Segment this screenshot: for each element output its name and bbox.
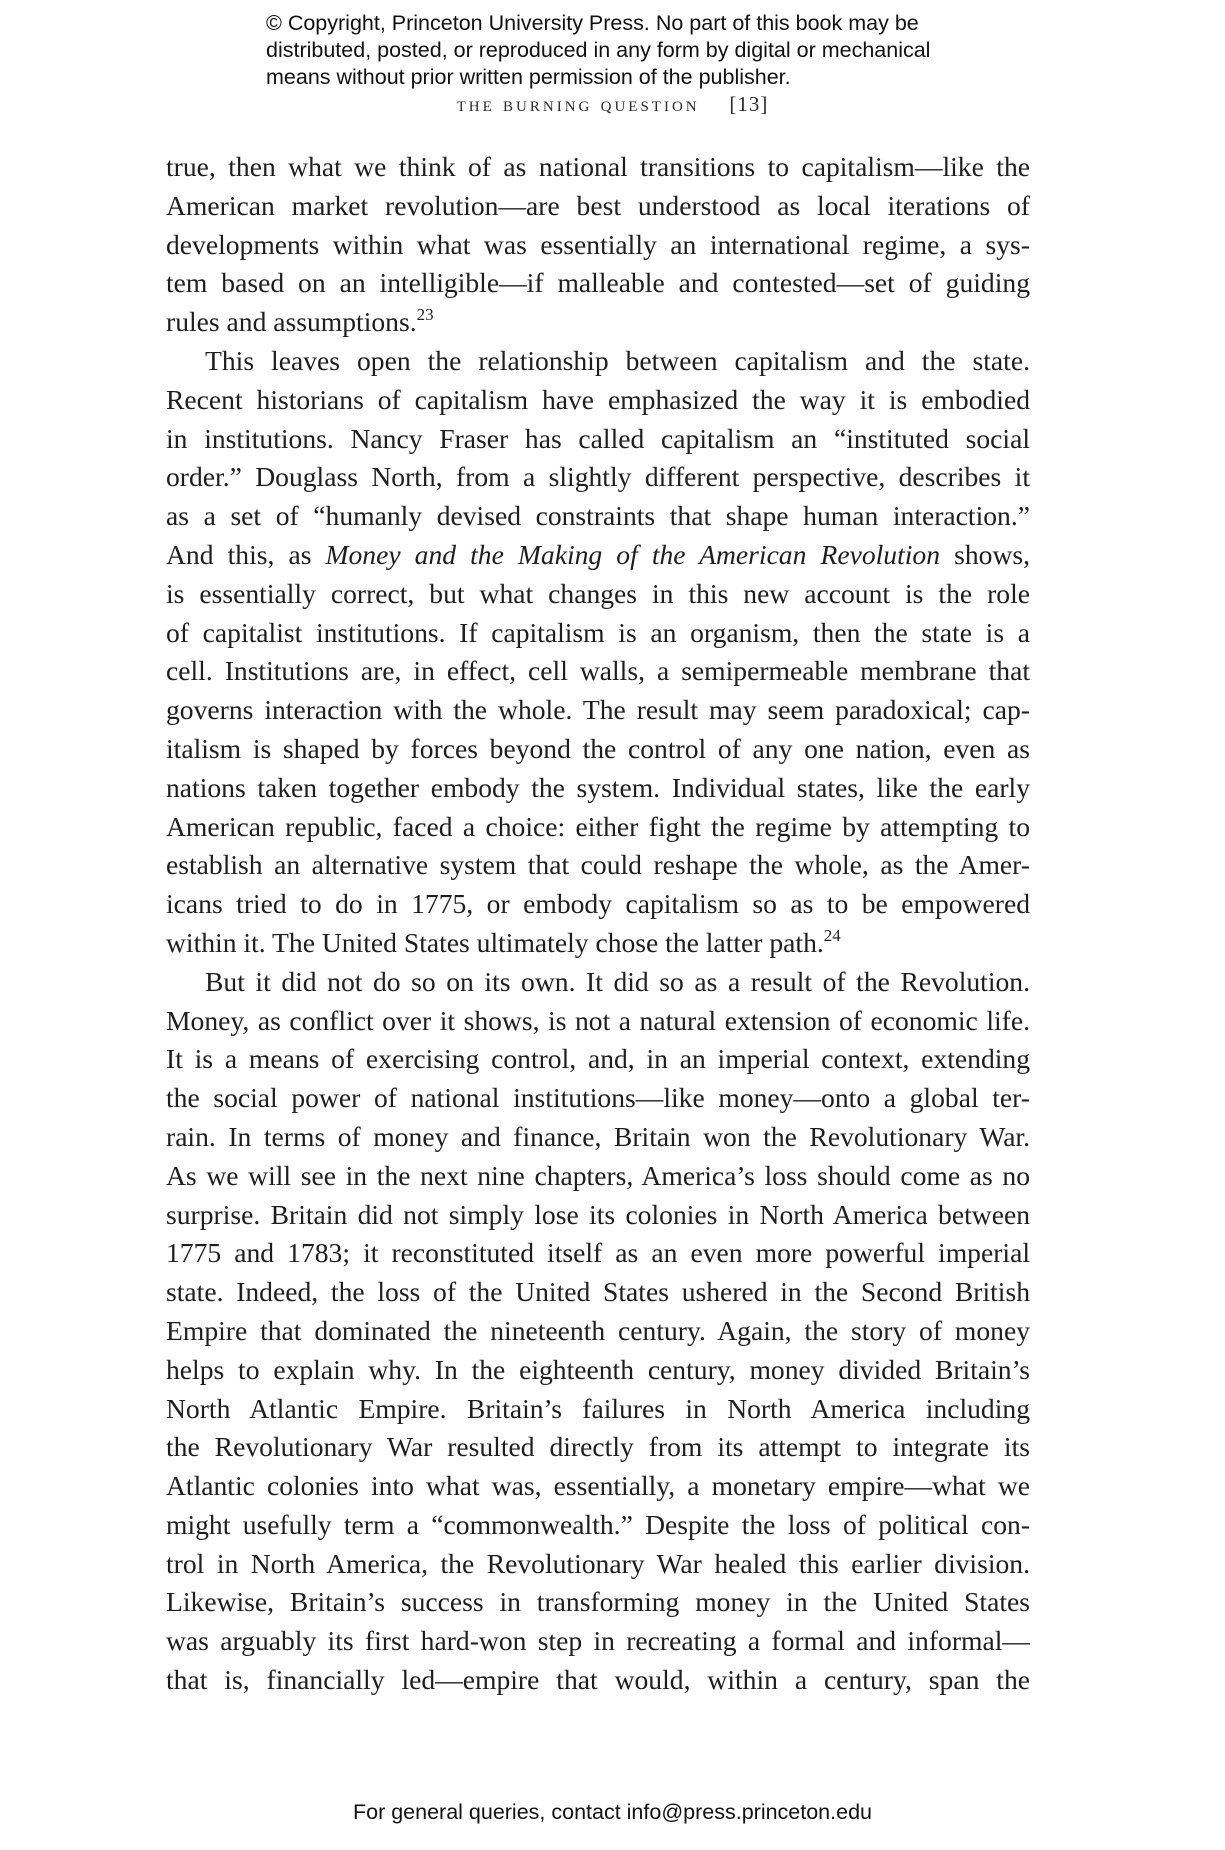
- text-line: [166, 924, 1030, 963]
- footnote-reference: 24: [823, 925, 841, 945]
- text-line: [166, 1351, 1030, 1390]
- footnote-reference: 23: [416, 305, 434, 325]
- text-line: [166, 1273, 1030, 1312]
- text-run: cell. Institutions are, in effect, cell walls, a semipermeable membrane that: [166, 655, 1030, 687]
- text-run: governs interaction with the whole. The result may seem paradoxical; cap-: [166, 694, 1030, 726]
- text-line: [166, 1157, 1030, 1196]
- copyright-line: means without prior written permission of the publisher.: [266, 65, 791, 89]
- text-line: [166, 1040, 1030, 1079]
- text-line: [166, 1234, 1030, 1273]
- text-run: North Atlantic Empire. Britain’s failures in North America including: [166, 1392, 1030, 1424]
- text-run: is essentially correct, but what changes in this new account is the role: [166, 577, 1030, 609]
- text-run: Empire that dominated the nineteenth century. Again, the story of money: [166, 1314, 1030, 1346]
- text-line: [166, 1196, 1030, 1235]
- text-run: within it. The United States ultimately chose the latter path.: [166, 926, 824, 958]
- footer-contact: For general queries, contact info@press.princeton.edu: [352, 1800, 872, 1824]
- text-run: 1775 and 1783; it reconstituted itself as an even more powerful imperial: [166, 1237, 1030, 1269]
- text-run: the social power of national institutions—like money—onto a global ter-: [166, 1082, 1030, 1114]
- text-line: [166, 264, 1030, 303]
- text-run: nations taken together embody the system. Individual states, like the early: [166, 771, 1030, 803]
- text-run: state. Indeed, the loss of the United States ushered in the Second British: [166, 1276, 1030, 1308]
- text-run: rules and assumptions.: [166, 306, 417, 338]
- text-run: And this, as: [166, 538, 326, 570]
- text-run: the Revolutionary War resulted directly from its attempt to integrate its: [166, 1431, 1030, 1463]
- copyright-line: © Copyright, Princeton University Press. No part of this book may be: [266, 11, 919, 35]
- running-head-title: the burning question: [456, 92, 700, 116]
- text-run: of capitalist institutions. If capitalism is an organism, then the state is a: [166, 616, 1030, 648]
- text-line: [166, 187, 1030, 226]
- text-line: [166, 381, 1030, 420]
- text-line: [166, 458, 1030, 497]
- text-line: [166, 846, 1030, 885]
- text-line: [166, 420, 1030, 459]
- page-number: [13]: [729, 92, 769, 116]
- text-run: icans tried to do in 1775, or embody capitalism so as to be empowered: [166, 888, 1030, 920]
- text-line: [166, 1312, 1030, 1351]
- text-run: was arguably its first hard-won step in recreating a formal and informal—: [166, 1625, 1030, 1657]
- text-line: [166, 769, 1030, 808]
- text-run: tem based on an intelligible—if malleable and contested—set of guiding: [166, 267, 1030, 299]
- text-run: that is, financially led—empire that would, within a century, span the: [166, 1664, 1030, 1696]
- text-run: This leaves open the relationship between capitalism and the state.: [205, 344, 1030, 376]
- text-run: rain. In terms of money and finance, Britain won the Revolutionary War.: [166, 1120, 1030, 1152]
- text-run: establish an alternative system that could reshape the whole, as the Amer-: [166, 849, 1030, 881]
- text-line: [166, 1002, 1030, 1041]
- text-run: shows,: [940, 538, 1031, 570]
- text-line: [166, 1583, 1030, 1622]
- text-line: [166, 575, 1030, 614]
- text-line: [166, 691, 1030, 730]
- text-run: italism is shaped by forces beyond the control of any one nation, even as: [166, 732, 1030, 764]
- text-line: [166, 730, 1030, 769]
- running-head: [0, 92, 1225, 117]
- text-line: [166, 885, 1030, 924]
- text-run: American republic, faced a choice: either fight the regime by attempting to: [166, 810, 1030, 842]
- text-line: [166, 1622, 1030, 1661]
- text-run: Likewise, Britain’s success in transforming money in the United States: [166, 1586, 1030, 1618]
- text-run: as a set of “humanly devised constraints that shape human interaction.”: [166, 500, 1030, 532]
- text-run: true, then what we think of as national transitions to capitalism—like the: [166, 151, 1030, 182]
- text-run: American market revolution—are best understood as local iterations of: [166, 189, 1030, 221]
- text-run: As we will see in the next nine chapters, America’s loss should come as no: [166, 1159, 1030, 1191]
- text-run: in institutions. Nancy Fraser has called capitalism an “instituted social: [166, 422, 1030, 454]
- text-run: order.” Douglass North, from a slightly different perspective, describes it: [166, 461, 1030, 493]
- text-run: might usefully term a “commonwealth.” Despite the loss of political con-: [166, 1508, 1030, 1540]
- text-line: [166, 614, 1030, 653]
- text-run: helps to explain why. In the eighteenth century, money divided Britain’s: [166, 1353, 1030, 1385]
- text-run: But it did not do so on its own. It did so as a result of the Revolution.: [205, 965, 1030, 997]
- text-line: [166, 1661, 1030, 1700]
- copyright-notice: [266, 10, 1026, 91]
- text-line: [166, 963, 1030, 1002]
- text-line: [166, 1467, 1030, 1506]
- book-title-italic: Money and the Making of the American Revolution: [325, 538, 941, 570]
- body-text: [166, 148, 1030, 1700]
- text-line: [166, 1428, 1030, 1467]
- text-line: [166, 1390, 1030, 1429]
- text-line: [166, 652, 1030, 691]
- text-line: [166, 1079, 1030, 1118]
- text-line: [166, 1545, 1030, 1584]
- text-run: Recent historians of capitalism have emphasized the way it is embodied: [166, 383, 1030, 415]
- text-run: It is a means of exercising control, and, in an imperial context, extending: [166, 1043, 1030, 1075]
- text-line: [166, 226, 1030, 265]
- text-line: [166, 303, 1030, 342]
- text-run: developments within what was essentially an international regime, a sys-: [166, 228, 1030, 260]
- copyright-line: distributed, posted, or reproduced in any form by digital or mechanical: [266, 38, 931, 62]
- text-line: [166, 1118, 1030, 1157]
- text-line: [166, 148, 1030, 187]
- text-run: Atlantic colonies into what was, essentially, a monetary empire—what we: [166, 1470, 1030, 1502]
- text-line: [166, 342, 1030, 381]
- text-run: Money, as conflict over it shows, is not a natural extension of economic life.: [166, 1004, 1030, 1036]
- text-run: trol in North America, the Revolutionary War healed this earlier division.: [166, 1547, 1030, 1579]
- text-line: [166, 1506, 1030, 1545]
- text-run: surprise. Britain did not simply lose its colonies in North America between: [166, 1198, 1030, 1230]
- text-line: [166, 808, 1030, 847]
- text-line: [166, 536, 1030, 575]
- text-line: [166, 497, 1030, 536]
